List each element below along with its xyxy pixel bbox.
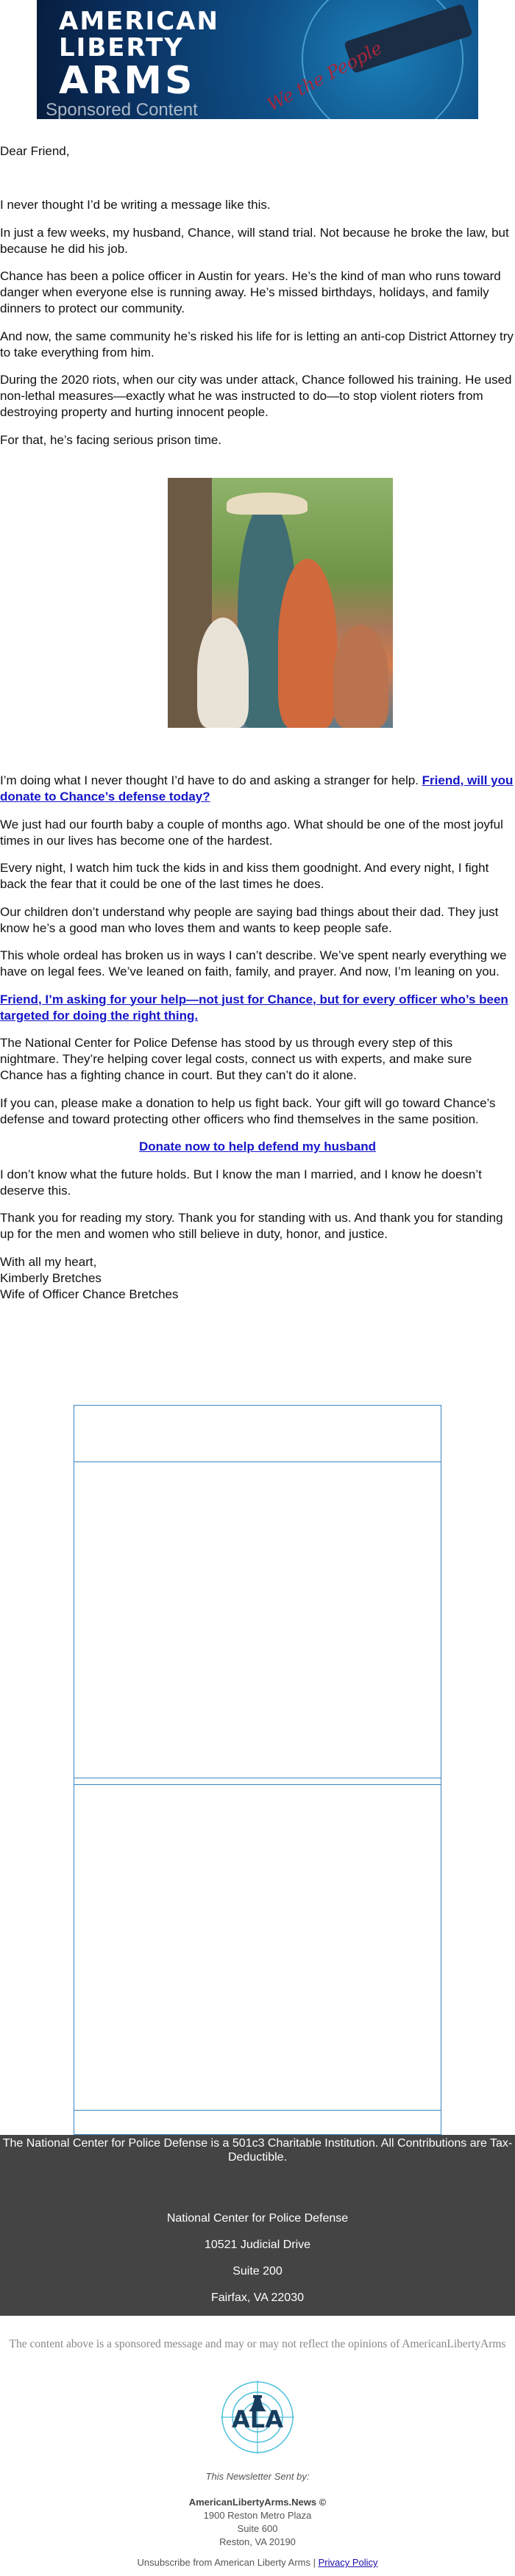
greeting: Dear Friend,	[0, 144, 70, 158]
paragraph: And now, the same community he’s risked his life for is letting an anti-cop District Attorney try to take everything from him.	[0, 329, 514, 359]
org-name: National Center for Police Defense	[166, 2212, 349, 2225]
help-link[interactable]: Friend, I’m asking for your help—not just for Chance, but for every officer who’s been targeted for doing the right thing.	[0, 992, 508, 1023]
paragraph: This whole ordeal has broken us in ways I can’t describe. We’ve spent nearly everything we have on legal fees. We’ve leaned on faith, family, and prayer. And now, I’m leaning on you.	[0, 948, 507, 978]
baby-figure	[197, 618, 249, 728]
brand-logo	[59, 7, 219, 103]
svg-text:ALA: ALA	[232, 2405, 283, 2433]
sponsored-disclaimer: The content above is a sponsored message and may or may not reflect the opinions of AmericanLibertyArms	[9, 2338, 506, 2350]
tax-notice: The National Center for Police Defense is a 501c3 Charitable Institution. All Contributions are Tax-Deductible.	[2, 2137, 513, 2164]
brand-line-1: AMERICAN	[59, 7, 219, 36]
paragraph: I never thought I’d be writing a message like this.	[0, 198, 271, 212]
org-footer	[0, 2135, 515, 2316]
divider	[74, 1778, 441, 1785]
paragraph: If you can, please make a donation to help us fight back. Your gift will go toward Chance’s defense and toward protecting other officers who find themselves in the same position.	[0, 1095, 496, 1126]
divider	[74, 2110, 441, 2111]
sender-city: Reston, VA 20190	[219, 2536, 296, 2547]
signer-title: Wife of Officer Chance Bretches	[0, 1287, 179, 1301]
privacy-policy-link[interactable]: Privacy Policy	[318, 2557, 378, 2568]
cowboy-hat	[227, 493, 308, 515]
sponsored-label: Sponsored Content	[46, 100, 198, 119]
ala-logo-icon	[219, 2379, 296, 2455]
sender-label: This Newsletter Sent by:	[205, 2471, 310, 2482]
child-figure	[333, 625, 388, 728]
unsubscribe-bar	[0, 2557, 515, 2568]
org-address	[0, 2205, 515, 2311]
org-city: Fairfax, VA 22030	[211, 2291, 304, 2304]
paragraph: We just had our fourth baby a couple of months ago. What should be one of the most joyful times in our lives has become one of the hardest.	[0, 817, 503, 848]
paragraph: Thank you for reading my story. Thank you for standing with us. And thank you for standing up for the men and women who still believe in duty, honor, and justice.	[0, 1211, 503, 1241]
family-photo	[168, 478, 393, 728]
closing: With all my heart,	[0, 1254, 97, 1269]
letter-body	[0, 773, 515, 1303]
person-figure	[278, 559, 337, 728]
empty-content-frame	[74, 1405, 441, 2135]
signer-name: Kimberly Bretches	[0, 1270, 102, 1285]
motto: We the People	[263, 37, 386, 115]
letter-intro	[0, 143, 515, 459]
org-suite: Suite 200	[232, 2265, 283, 2278]
paragraph: For that, he’s facing serious prison time.	[0, 432, 222, 447]
sender-name: AmericanLibertyArms.News ©	[188, 2497, 327, 2508]
paragraph: I don’t know what the future holds. But I know the man I married, and I know he doesn’t deserve this.	[0, 1167, 482, 1198]
donate-link[interactable]: Friend, will you donate to Chance’s defense today?	[0, 773, 514, 804]
paragraph-text: I’m doing what I never thought I’d have to do and asking a stranger for help.	[0, 773, 422, 787]
divider	[74, 1461, 441, 1462]
brand-line-2: LIBERTY	[59, 33, 184, 62]
paragraph: Our children don’t understand why people are saying bad things about their dad. They just know he’s a good man who loves them and wants to keep people safe.	[0, 904, 499, 935]
unsubscribe-link[interactable]: Unsubscribe from American Liberty Arms |	[137, 2557, 319, 2568]
sender-suite: Suite 600	[237, 2523, 278, 2534]
sender-info	[0, 2470, 515, 2549]
sender-street: 1900 Reston Metro Plaza	[203, 2510, 312, 2521]
donate-now-link[interactable]: Donate now to help defend my husband	[138, 1139, 377, 1153]
paragraph: Chance has been a police officer in Austin for years. He’s the kind of man who runs toward danger when everyone else is running away. He’s missed birthdays, holidays, and family dinners to protect our community.	[0, 269, 501, 315]
paragraph: In just a few weeks, my husband, Chance, will stand trial. Not because he broke the law, but because he did his job.	[0, 225, 509, 256]
header-banner	[37, 0, 478, 119]
brand-line-3: ARMS	[59, 59, 196, 103]
paragraph: During the 2020 riots, when our city was under attack, Chance followed his training. He used non-lethal measures—exactly what he was instructed to do—to stop violent rioters from destroying property and hurting innocent people.	[0, 373, 512, 419]
org-street: 10521 Judicial Drive	[204, 2239, 311, 2251]
paragraph: Every night, I watch him tuck the kids in and kiss them goodnight. And every night, I fight back the fear that it could be one of the last times he does.	[0, 861, 489, 891]
paragraph: The National Center for Police Defense has stood by us through every step of this nightmare. They’re helping cover legal costs, connect us with experts, and make sure Chance has a fighting chance in court. But they can’t do it alone.	[0, 1036, 472, 1082]
paragraph	[0, 773, 515, 805]
